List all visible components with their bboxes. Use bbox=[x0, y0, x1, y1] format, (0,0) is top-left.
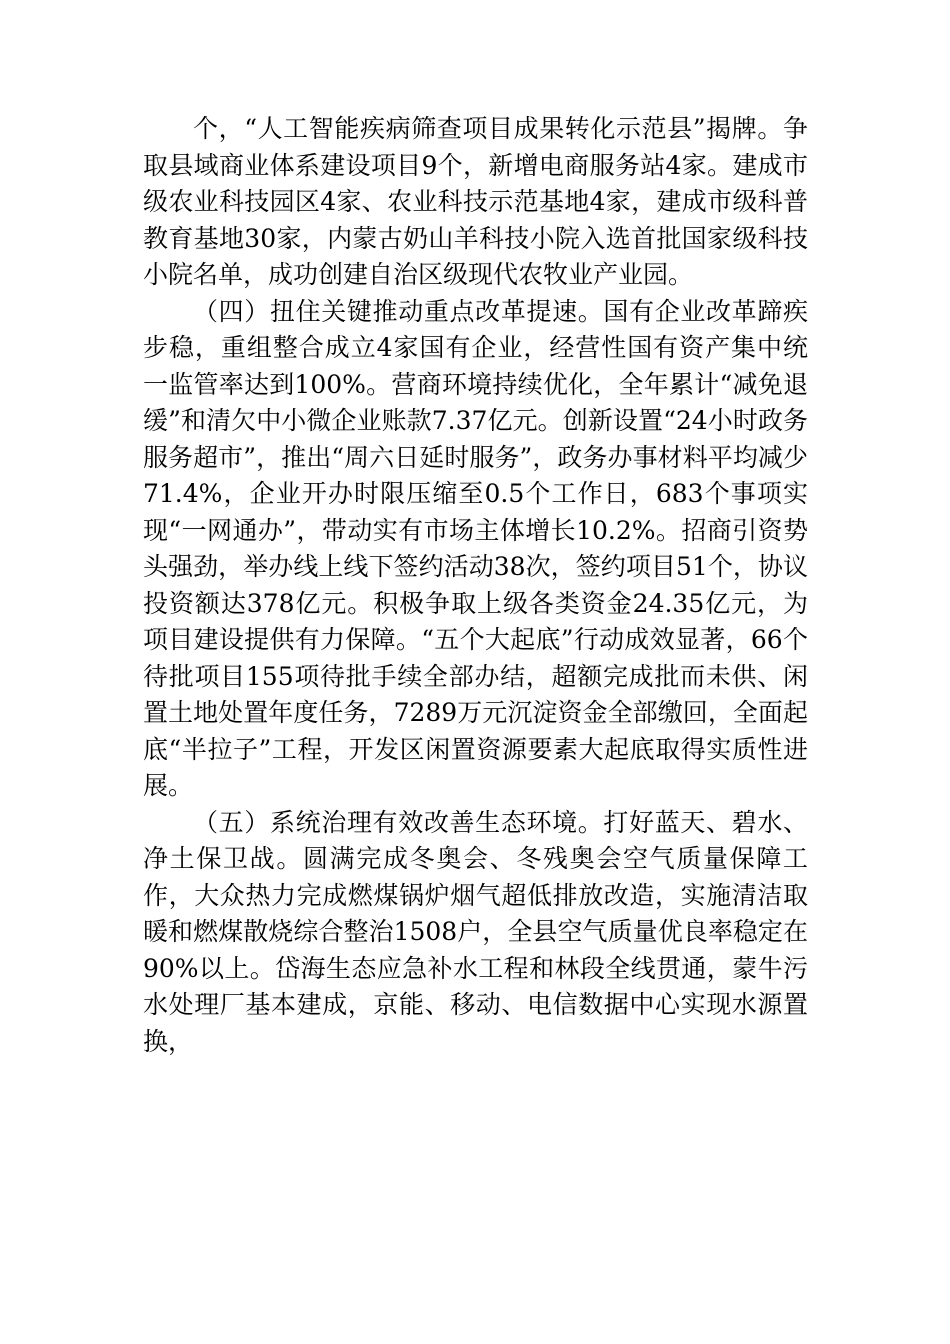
document-body bbox=[143, 111, 808, 1060]
paragraph-ecology: （五）系统治理有效改善生态环境。打好蓝天、碧水、净土保卫战。圆满完成冬奥会、冬残奥会空气质量保障工作，大众热力完成燃煤锅炉烟气超低排放改造，实施清洁取暖和燃煤散烧综合整治1508户，全县空气质量优良率稳定在90%以上。岱海生态应急补水工程和林段全线贯通，蒙牛污水处理厂基本建成，京能、移动、电信数据中心实现水源置换， bbox=[143, 807, 808, 1056]
paragraph-continued: 个，“人工智能疾病筛查项目成果转化示范县”揭牌。争取县域商业体系建设项目9个，新增电商服务站4家。建成市级农业科技园区4家、农业科技示范基地4家，建成市级科普教育基地30家，内蒙古奶山羊科技小院入选首批国家级科技小院名单，成功创建自治区级现代农牧业产业园。 bbox=[143, 114, 808, 289]
paragraph-reform: （四）扭住关键推动重点改革提速。国有企业改革蹄疾步稳，重组整合成立4家国有企业，经营性国有资产集中统一监管率达到100%。营商环境持续优化，全年累计“减免退缓”和清欠中小微企业账款7.37亿元。创新设置“24小时政务服务超市”，推出“周六日延时服务”，政务办事材料平均减少71.4%，企业开办时限压缩至0.5个工作日，683个事项实现“一网通办”，带动实有市场主体增长10.2%。招商引资势头强劲，举办线上线下签约活动38次，签约项目51个，协议投资额达378亿元。积极争取上级各类资金24.35亿元，为项目建设提供有力保障。“五个大起底”行动成效显著，66个待批项目155项待批手续全部办结，超额完成批而未供、闲置土地处置年度任务，7289万元沉淀资金全部缴回，全面起底“半拉子”工程，开发区闲置资源要素大起底取得实质性进展。 bbox=[143, 296, 808, 800]
